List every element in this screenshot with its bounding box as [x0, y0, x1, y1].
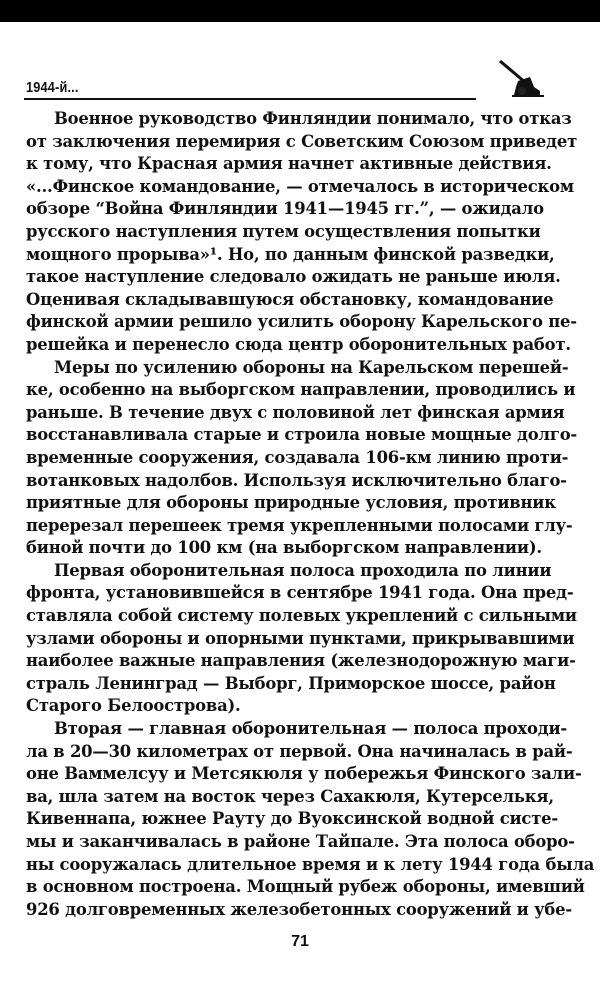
text-line: такое наступление следовало ожидать не раньше июля. — [26, 267, 561, 287]
text-line: наиболее важные направления (железнодорожную маги- — [26, 651, 576, 671]
text-line: Вторая — главная оборонительная — полоса проходи- — [54, 719, 568, 739]
text-line: в основном построена. Мощный рубеж обороны, имевший — [26, 877, 585, 897]
text-line: финской армии решило усилить оборону Карельского пе- — [26, 312, 577, 332]
text-line: временные сооружения, создавала 106-км линию проти- — [26, 447, 569, 467]
scan-top-edge — [0, 0, 600, 22]
text-line: ва, шла затем на восток через Сахакюля, Кутерселькя, — [26, 786, 554, 806]
text-line: перерезал перешеек тремя укрепленными полосами глу- — [26, 515, 573, 535]
text-line: мы и заканчивалась в районе Тайпале. Эта полоса оборо- — [26, 832, 575, 851]
text-line: вотанковых надолбов. Используя исключительно благо- — [26, 470, 567, 490]
page-body — [26, 108, 595, 921]
text-line: ла в 20—30 километрах от первой. Она начиналась в рай- — [26, 741, 573, 761]
text-line: биной почти до 100 км (на выборгском направлении). — [26, 538, 542, 558]
text-line: «...Финское командование, — отмечалось в историческом — [26, 176, 574, 196]
header-rule — [24, 98, 476, 100]
text-line: ке, особенно на выборгском направлении, проводились и — [26, 380, 576, 400]
text-line: Старого Белоострова). — [26, 696, 241, 716]
page-number: 71 — [291, 933, 309, 950]
text-line: Первая оборонительная полоса проходила по линии — [54, 560, 552, 580]
text-line: восстанавливала старые и строила новые мощные долго- — [26, 425, 578, 445]
text-line: ны сооружалась длительное время и к лету 1944 года была — [26, 854, 595, 874]
text-line: раньше. В течение двух с половиной лет финская армия — [26, 402, 565, 422]
text-line: узлами обороны и опорными пунктами, прикрывавшими — [26, 628, 575, 648]
text-line: Меры по усилению обороны на Карельском перешей- — [54, 357, 569, 377]
artillery-cannon-icon — [494, 57, 544, 99]
text-line: русского наступления путем осуществления попытки — [26, 221, 541, 241]
text-line: к тому, что Красная армия начнет активные действия. — [26, 154, 552, 174]
text-line: фронта, установившейся в сентябре 1941 года. Она пред- — [26, 583, 574, 603]
text-line: решейка и перенесло сюда центр оборонительных работ. — [26, 334, 571, 354]
text-line: Военное руководство Финляндии понимало, что отказ — [54, 109, 572, 128]
text-line: от заключения перемирия с Советским Союзом приведет — [26, 131, 578, 151]
text-line: мощного прорыва»¹. Но, по данным финской разведки, — [26, 244, 555, 264]
text-line: 926 долговременных железобетонных сооружений и убе- — [26, 899, 572, 919]
text-line: ставляла собой систему полевых укреплений с сильными — [26, 606, 577, 626]
text-line: приятные для обороны природные условия, противник — [26, 493, 556, 513]
text-line: оне Ваммелсуу и Метсякюля у побережья Финского зали- — [26, 764, 582, 784]
text-line: Оценивая складывавшуюся обстановку, командование — [26, 289, 554, 309]
text-line: обзоре “Война Финляндии 1941—1945 гг.”, — ожидало — [26, 199, 544, 219]
running-title: 1944-й... — [26, 79, 79, 96]
text-line: Кивеннапа, южнее Рауту до Вуоксинской водной систе- — [26, 809, 559, 829]
text-line: страль Ленинград — Выборг, Приморское шоссе, район — [26, 673, 556, 693]
